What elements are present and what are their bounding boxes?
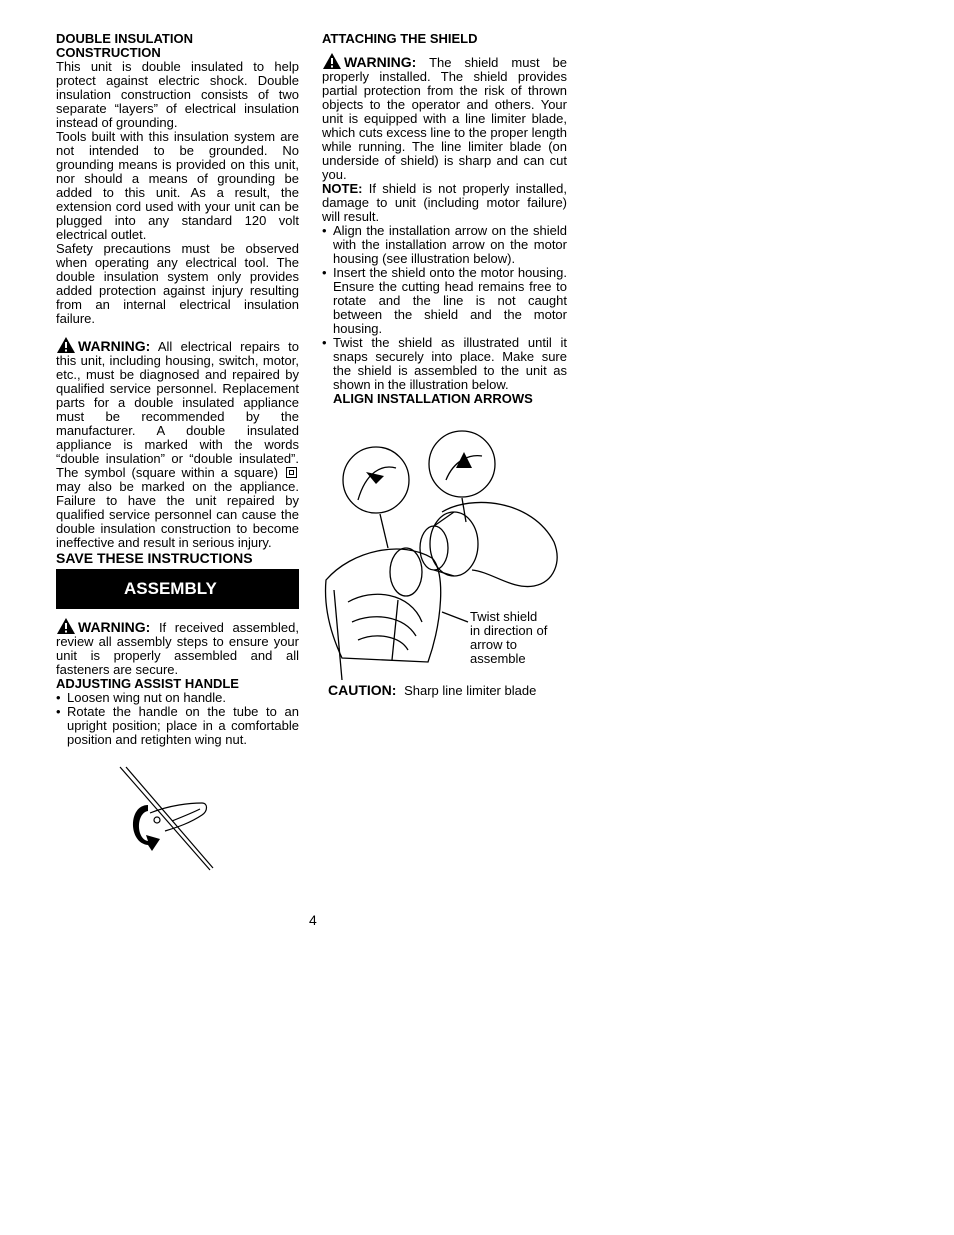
list-item: • Twist the shield as illustrated until it snaps securely into place. Make sure the shield is assembled to the unit as shown in the illustration below. bbox=[322, 336, 567, 392]
warning-icon bbox=[56, 336, 76, 354]
warning-text: The shield must be properly installed. The shield provides partial protection from the risk of thrown objects to the operator and others. Your unit is equipped with a line limiter blade, which cuts excess line to the proper length while running. The line limiter blade (on underside of shield) is sharp and can cut you. bbox=[322, 55, 567, 182]
note-paragraph bbox=[322, 182, 567, 224]
page-number: 4 bbox=[309, 912, 317, 928]
double-insulation-paragraph-3: Safety precautions must be observed when operating any electrical tool. The double insulation system only provides added protection against injury resulting from an internal electrical insulation failure. bbox=[56, 241, 299, 326]
adjusting-handle-steps bbox=[56, 691, 299, 747]
adjusting-handle-heading: ADJUSTING ASSIST HANDLE bbox=[56, 676, 239, 691]
warning-text: All electrical repairs to this unit, including housing, switch, motor, etc., must be diagnosed and repaired by qualified service personnel. Replacement parts for a double insulated appliance must be recommended by the manufacturer. A double insulated appliance is marked with the words “double insulation” or “double insulated”. The symbol (square within a square) bbox=[56, 339, 299, 480]
rotation-arrow-icon bbox=[133, 805, 160, 851]
double-insulation-paragraph-2: Tools built with this insulation system are not intended to be grounded. No grounding means is provided on this unit, nor should a means of grounding be added to this unit. As a result, the extension cord used with your unit can be plugged into any standard 120 volt electrical outlet. bbox=[56, 129, 299, 242]
double-insulation-heading: DOUBLE INSULATION CONSTRUCTION bbox=[56, 31, 193, 60]
caution-text: Sharp line limiter blade bbox=[404, 683, 537, 698]
warning-label: WARNING: bbox=[78, 338, 151, 354]
caution-callout bbox=[328, 682, 536, 698]
save-instructions-heading: SAVE THESE INSTRUCTIONS bbox=[56, 550, 253, 566]
warning-label: WARNING: bbox=[344, 54, 417, 70]
warning-shield bbox=[322, 52, 567, 182]
warning-icon bbox=[56, 617, 76, 635]
figure-heading: ALIGN INSTALLATION ARROWS bbox=[333, 391, 533, 406]
list-item: • Align the installation arrow on the shield with the installation arrow on the motor housing (see illustration below). bbox=[322, 224, 567, 266]
double-insulation-paragraph-1: This unit is double insulated to help protect against electric shock. Double insulation construction consists of two separate “layers” of electrical insulation instead of grounding. bbox=[56, 59, 299, 130]
list-item: • Insert the shield onto the motor housing. Ensure the cutting head remains free to rotate and the line is not caught between the shield and the motor housing. bbox=[322, 266, 567, 336]
list-item: • Loosen wing nut on handle. bbox=[56, 691, 299, 705]
attaching-shield-heading: ATTACHING THE SHIELD bbox=[322, 31, 478, 46]
note-text: If shield is not properly installed, damage to unit (including motor failure) will result. bbox=[322, 181, 567, 224]
list-item: • Rotate the handle on the tube to an upright position; place in a comfortable position and retighten wing nut. bbox=[56, 705, 299, 747]
warning-text: If received assembled, review all assembly steps to ensure your unit is properly assembled and all fasteners are secure. bbox=[56, 620, 299, 677]
warning-text-continued: may also be marked on the appliance. Failure to have the unit repaired by qualified service personnel can cause the double insulation construction to become ineffective and result in serious injury. bbox=[56, 479, 299, 550]
warning-icon bbox=[322, 52, 342, 70]
assist-handle-illustration bbox=[110, 765, 220, 875]
warning-electrical-repairs bbox=[56, 336, 299, 550]
caution-label: CAUTION: bbox=[328, 682, 397, 698]
warning-label: WARNING: bbox=[78, 619, 151, 635]
assembly-section-banner: ASSEMBLY bbox=[56, 569, 299, 609]
note-label: NOTE: bbox=[322, 181, 363, 196]
warning-assembled bbox=[56, 617, 299, 677]
twist-shield-callout: Twist shield in direction of arrow to assemble bbox=[470, 609, 548, 666]
left-column bbox=[56, 32, 299, 747]
double-insulation-symbol-icon bbox=[286, 467, 297, 478]
arrow-icon bbox=[456, 452, 472, 468]
shield-steps bbox=[322, 224, 567, 392]
right-column bbox=[322, 32, 567, 406]
